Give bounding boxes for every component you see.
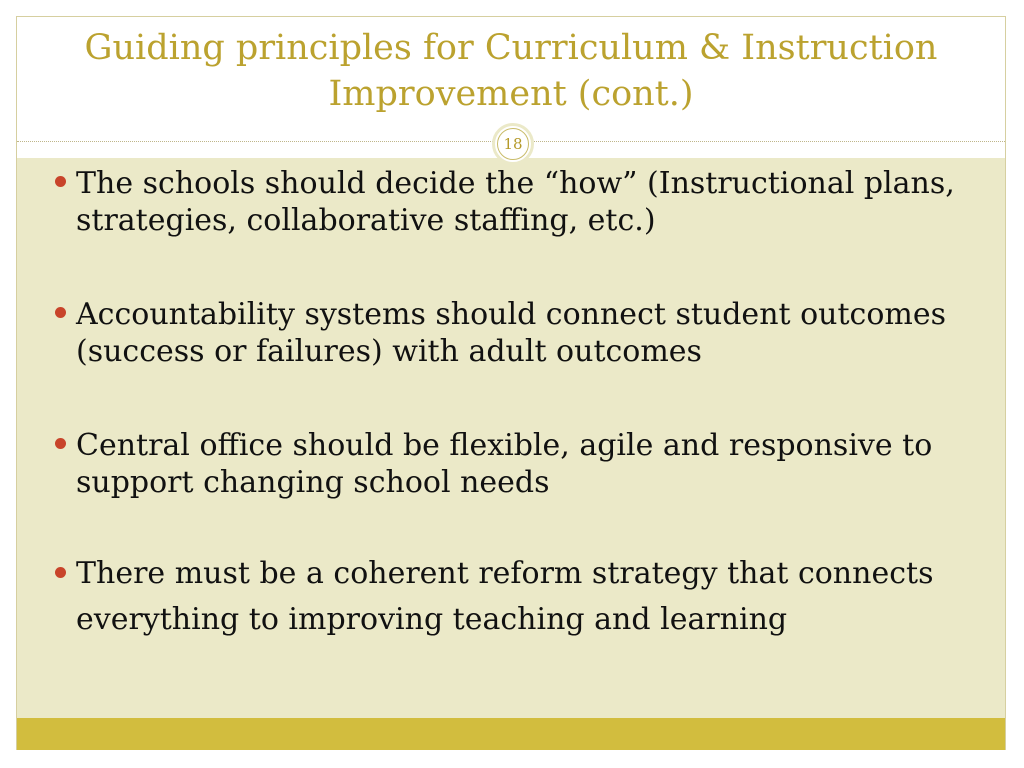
bullet-text: Central office should be flexible, agile and responsive to support changing school needs (76, 428, 933, 500)
slide-number: 18 (497, 128, 529, 160)
bullet-dot-icon (55, 567, 66, 578)
bullet-list (55, 165, 995, 643)
bullet-item (55, 296, 995, 370)
bullet-text: The schools should decide the “how” (Instructional plans, strategies, collaborative staffing, etc.) (76, 166, 955, 238)
slide (16, 16, 1006, 750)
bullet-item (55, 551, 995, 643)
slide-title: Guiding principles for Curriculum & Instruction Improvement (cont.) (84, 28, 938, 114)
footer-bar (17, 718, 1005, 750)
bullet-item (55, 165, 995, 239)
bullet-text: Accountability systems should connect student outcomes (success or failures) with adult outcomes (76, 297, 946, 369)
bullet-dot-icon (55, 307, 66, 318)
bullet-dot-icon (55, 438, 66, 449)
slide-number-badge (492, 123, 534, 165)
bullet-dot-icon (55, 176, 66, 187)
bullet-text: There must be a coherent reform strategy that connects everything to improving teaching and learning (76, 556, 934, 637)
bullet-item (55, 427, 995, 501)
